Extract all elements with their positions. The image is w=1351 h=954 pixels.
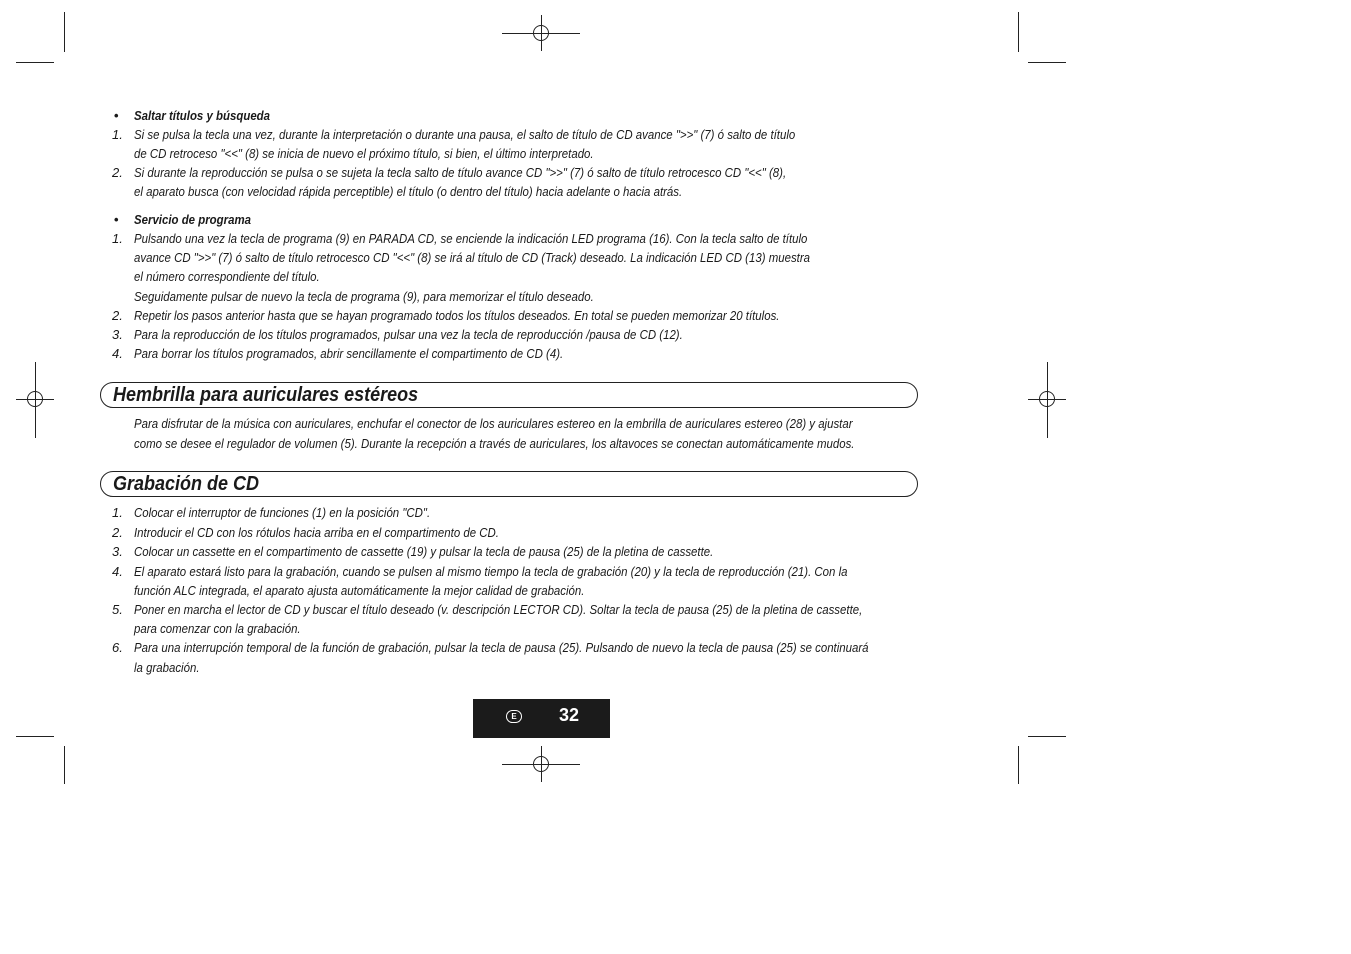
list-number: 5. <box>112 602 123 617</box>
list-number: 4. <box>112 346 123 361</box>
list-item-line: Colocar el interruptor de funciones (1) en la posición "CD". <box>134 505 431 520</box>
subheading-program-mode: Servicio de programa <box>134 212 251 227</box>
list-item-line: Para borrar los títulos programados, abrir sencillamente el compartimento de CD (4). <box>134 346 564 361</box>
section-heading-headphones: Hembrilla para auriculares estéreos <box>113 384 419 406</box>
list-item-line: Para una interrupción temporal de la función de grabación, pulsar la tecla de pausa (25). Pulsando de nuevo la tecla de pausa (25) se continuará <box>134 640 869 655</box>
list-number: 3. <box>112 544 123 559</box>
list-item-line: avance CD ">>" (7) ó salto de título retrocesco CD "<<" (8) se irá al título de CD (Track) deseado. La indicación LED CD (13) muestra <box>134 250 811 265</box>
bullet: • <box>114 212 119 227</box>
paragraph-line: Para disfrutar de la música con auriculares, enchufar el conector de los auriculares estereo en la embrilla de auriculares estereo (28) y ajustar <box>134 416 853 431</box>
list-item-line: el número correspondiente del título. <box>134 269 320 284</box>
list-number: 3. <box>112 327 123 342</box>
list-item-line: Pulsando una vez la tecla de programa (9) en PARADA CD, se enciende la indicación LED programa (16). Con la tecla salto de título <box>134 231 808 246</box>
list-item-line: el aparato busca (con velocidad rápida perceptible) el título (o dentro del título) hacia adelante o hacia atrás. <box>134 184 683 199</box>
list-number: 4. <box>112 564 123 579</box>
list-item-line: Si durante la reproducción se pulsa o se sujeta la tecla salto de título avance CD ">>" (7) ó salto de título retrocesco CD "<<" (8), <box>134 165 787 180</box>
list-item-line: Poner en marcha el lector de CD y buscar el título deseado (v. descripción LECTOR CD). Soltar la tecla de pausa (25) de la pletina de cassette, <box>134 602 863 617</box>
section-heading-box <box>100 382 918 408</box>
subheading-skip-search: Saltar títulos y búsqueda <box>134 108 271 123</box>
list-number: 1. <box>112 127 123 142</box>
section-heading-cd-recording: Grabación de CD <box>113 473 260 495</box>
list-item-line: Para la reproducción de los títulos programados, pulsar una vez la tecla de reproducción /pausa de CD (12). <box>134 327 683 342</box>
list-item-line: la grabación. <box>134 660 200 675</box>
list-item-line: Si se pulsa la tecla una vez, durante la interpretación o durante una pausa, el salto de título de CD avance ">>" (7) ó salto de título <box>134 127 796 142</box>
list-item-line: para comenzar con la grabación. <box>134 621 301 636</box>
list-number: 1. <box>112 505 123 520</box>
list-item-line: Repetir los pasos anterior hasta que se hayan programado todos los títulos deseados. En total se pueden memorizar 20 títulos. <box>134 308 780 323</box>
list-item-line: de CD retroceso "<<" (8) se inicia de nuevo el próximo título, si bien, el último interpretado. <box>134 146 594 161</box>
list-number: 2. <box>112 165 123 180</box>
list-item-line: Introducir el CD con los rótulos hacia arriba en el compartimento de CD. <box>134 525 499 540</box>
page-number-box <box>473 699 610 738</box>
list-item-line: El aparato estará listo para la grabación, cuando se pulsen al mismo tiempo la tecla de grabación (20) y la tecla de reproducción (21). Con la <box>134 564 848 579</box>
list-number: 6. <box>112 640 123 655</box>
language-badge: E <box>506 710 522 723</box>
list-number: 1. <box>112 231 123 246</box>
list-item-line: Seguidamente pulsar de nuevo la tecla de programa (9), para memorizar el título deseado. <box>134 289 594 304</box>
page-number: 32 <box>559 705 580 725</box>
list-item-line: Colocar un cassette en el compartimento de cassette (19) y pulsar la tecla de pausa (25) de la pletina de cassette. <box>134 544 714 559</box>
paragraph-line: como se desee el regulador de volumen (5). Durante la recepción a través de auriculares, los altavoces se conectan automáticamente mudos. <box>134 436 855 451</box>
list-number: 2. <box>112 308 123 323</box>
section-heading-box <box>100 471 918 497</box>
bullet: • <box>114 108 119 123</box>
list-item-line: función ALC integrada, el aparato ajusta automáticamente la mejor calidad de grabación. <box>134 583 585 598</box>
list-number: 2. <box>112 525 123 540</box>
